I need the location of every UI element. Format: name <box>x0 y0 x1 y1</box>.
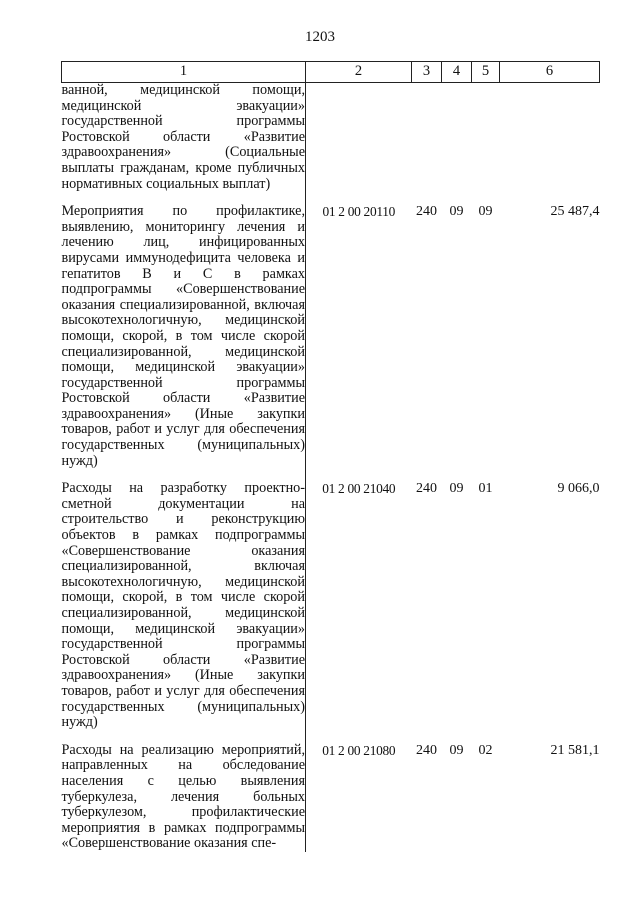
row-expense-type-cell: 240 <box>416 742 437 758</box>
budget-table <box>61 61 600 852</box>
row-subsection-cell: 02 <box>478 742 493 758</box>
row-code-cell: 01 2 00 20110 <box>322 204 396 220</box>
row-name-cell <box>62 481 306 743</box>
row-name-text: Расходы на реализацию мероприятий, направленных на обследование населения с целью выявления туберкулеза, лечения больных туберкулезом, профилактические мероприятия в рамках подпрограммы «Совершенствование оказания спе- <box>61 741 305 852</box>
row-sum-cell: 21 581,1 <box>550 742 600 758</box>
row-subsection-cell: 01 <box>478 481 493 497</box>
column-header-subsection: 5 <box>472 62 500 83</box>
row-name-cell <box>62 83 306 205</box>
row-section-cell <box>442 83 472 205</box>
row-name-text: Расходы на разработку проектно-сметной документации на строительство и реконструкцию объектов в рамках подпрограммы «Совершенствование оказания специализированной, включая высокотехнологичную, медицинской помощи, скорой, в том числе скорой специализированной, медицинской помощи, медицинской эвакуации» государственной программы Ростовской области «Развитие здравоохранения» (Иные закупки товаров, работ и услуг для обеспечения государственных (муниципальных) нужд) <box>61 480 305 731</box>
row-name-cell <box>62 204 306 481</box>
column-header-code: 2 <box>306 62 412 83</box>
row-expense-type-cell <box>412 83 442 205</box>
table-row <box>62 83 600 205</box>
table-row <box>62 204 600 481</box>
row-name-text: Мероприятия по профилактике, выявлению, мониторингу лечения и лечению лиц, инфицированных вирусами иммунодефицита человека и гепатитов B и C в рамках подпрограммы «Совершенствование оказания специализированной, включая высокотехнологичную, медицинской помощи, скорой, в том числе скорой специализированной, медицинской помощи, медицинской эвакуации» государственной программы Ростовской области «Развитие здравоохранения» (Иные закупки товаров, работ и услуг для обеспечения государственных (муниципальных) нужд) <box>61 203 305 469</box>
row-name-text: ванной, медицинской помощи, медицинской эвакуации» государственной программы Ростовской области «Развитие здравоохранения» (Социальные выплаты гражданам, кроме публичных нормативных социальных выплат) <box>61 82 305 192</box>
row-subsection-cell: 09 <box>478 204 493 220</box>
row-section-cell: 09 <box>449 481 464 497</box>
row-code-cell <box>306 83 412 205</box>
table-header-row <box>62 62 600 83</box>
row-sum-cell: 9 066,0 <box>557 481 600 497</box>
column-header-section: 4 <box>442 62 472 83</box>
row-section-cell: 09 <box>449 204 464 220</box>
table-row <box>62 481 600 743</box>
row-code-cell: 01 2 00 21080 <box>322 742 396 758</box>
row-code-cell: 01 2 00 21040 <box>322 481 396 497</box>
row-section-cell: 09 <box>449 742 464 758</box>
column-header-name: 1 <box>62 62 306 83</box>
column-header-expense-type: 3 <box>412 62 442 83</box>
row-sum-cell <box>500 83 600 205</box>
row-expense-type-cell: 240 <box>416 481 437 497</box>
row-name-cell <box>62 743 306 852</box>
row-expense-type-cell: 240 <box>416 204 437 220</box>
table-row <box>62 743 600 852</box>
row-sum-cell: 25 487,4 <box>550 204 600 220</box>
page-number: 1203 <box>305 29 335 45</box>
column-header-sum: 6 <box>500 62 600 83</box>
row-subsection-cell <box>472 83 500 205</box>
